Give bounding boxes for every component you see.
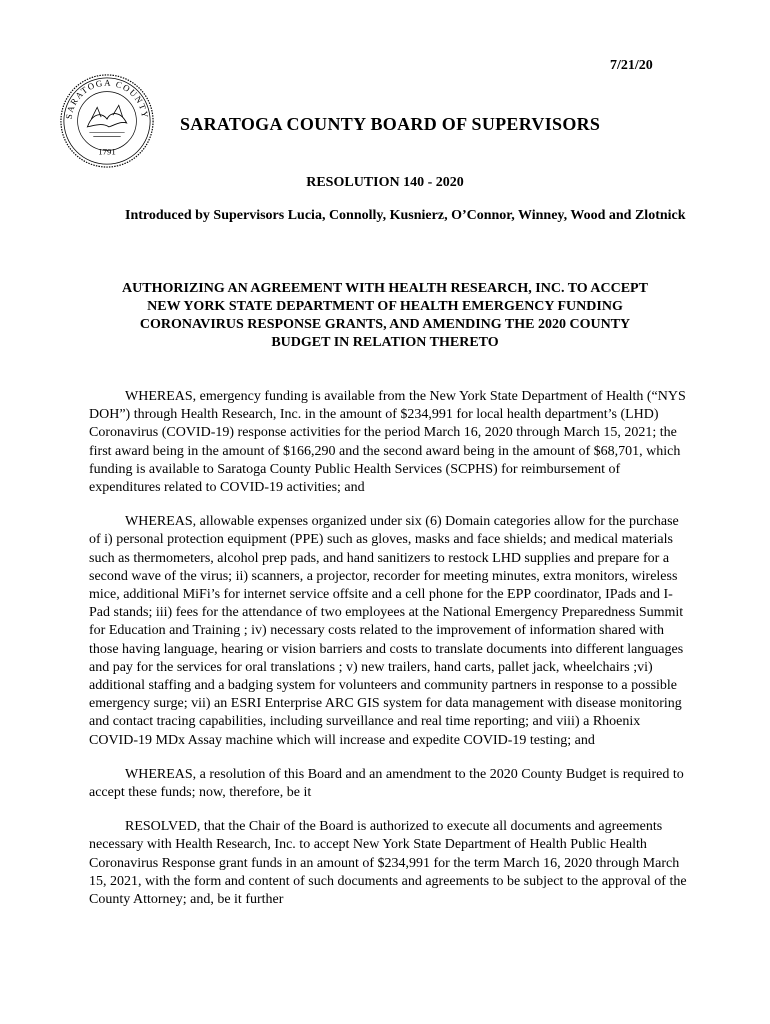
resolution-number: RESOLUTION 140 - 2020 — [306, 175, 464, 190]
resolution-body — [89, 388, 689, 925]
board-title: SARATOGA COUNTY BOARD OF SUPERVISORS — [180, 114, 601, 134]
svg-text:SARATOGA COUNTY — [64, 78, 151, 120]
county-seal-icon — [58, 72, 156, 170]
seal-year: 1791 — [98, 146, 116, 157]
whereas-paragraph-amendment: WHEREAS, a resolution of this Board and an amendment to the 2020 County Budget is required to accept these funds; now, therefore, be it — [89, 766, 684, 801]
whereas-paragraph-expenses: WHEREAS, allowable expenses organized under six (6) Domain categories allow for the purchase of i) personal protection equipment (PPE) such as gloves, masks and face shields; and medical materials such as thermometers, alcohol prep pads, and hand sanitizers to restock LHD supplies and prepare for a second wave of the virus; ii) scanners, a projector, recorder for meeting minutes, extra monitors, wireless mice, additional MiFi’s for internet service offsite and a cell phone for the EPP coordinator, IPads and I-Pad stands; iii) fees for the attendance of two employees at the National Emergency Preparedness Summit for Education and Training ; iv) necessary costs related to the improvement of information shared with those having language, hearing or vision barriers and costs to translate documents into different languages and pay for the services for oral translations ; v) new trailers, hand carts, pallet jack, wheelchairs ;vi) additional staffing and a badging system for volunteers and community partners in response to a possible emergency surge; vii) an ESRI Enterprise ARC GIS system for data management with disease monitoring and contact tracing capabilities, including surveillance and real time reporting; and viii) a Rhoenix COVID-19 MDx Assay machine which will increase and expedite COVID-19 testing; and — [89, 514, 684, 748]
seal-ring-text: SARATOGA COUNTY — [63, 77, 151, 120]
introduced-by: Introduced by Supervisors Lucia, Connolly, Kusnierz, O’Connor, Winney, Wood and Zlotnick — [125, 208, 686, 223]
whereas-paragraph-funding: WHEREAS, emergency funding is available from the New York State Department of Health (“NYS DOH”) through Health Research, Inc. in the amount of $234,991 for local health department’s (LHD) Coronavirus (COVID-19) response activities for the period March 16, 2020 through March 15, 2021; the first award being in the amount of $166,290 and the second award being in the amount of $68,701, which funding is available to Saratoga County Public Health Services (SCPHS) for reimbursement of expenditures related to COVID-19 activities; and — [89, 389, 686, 496]
document-date: 7/21/20 — [610, 58, 653, 73]
resolved-paragraph: RESOLVED, that the Chair of the Board is authorized to execute all documents and agreements necessary with Health Research, Inc. to accept New York State Department of Health Public Health Coronavirus Response grant funds in an amount of $234,991 for the term March 16, 2020 through March 15, 2021, with the form and content of such documents and agreements to be subject to the approval of the County Attorney; and, be it further — [89, 819, 687, 908]
resolution-heading: AUTHORIZING AN AGREEMENT WITH HEALTH RESEARCH, INC. TO ACCEPT NEW YORK STATE DEPARTMENT OF HEALTH EMERGENCY FUNDING CORONAVIRUS RESPONSE GRANTS, AND AMENDING THE 2020 COUNTY BUDGET IN RELATION THERETO — [122, 281, 648, 350]
